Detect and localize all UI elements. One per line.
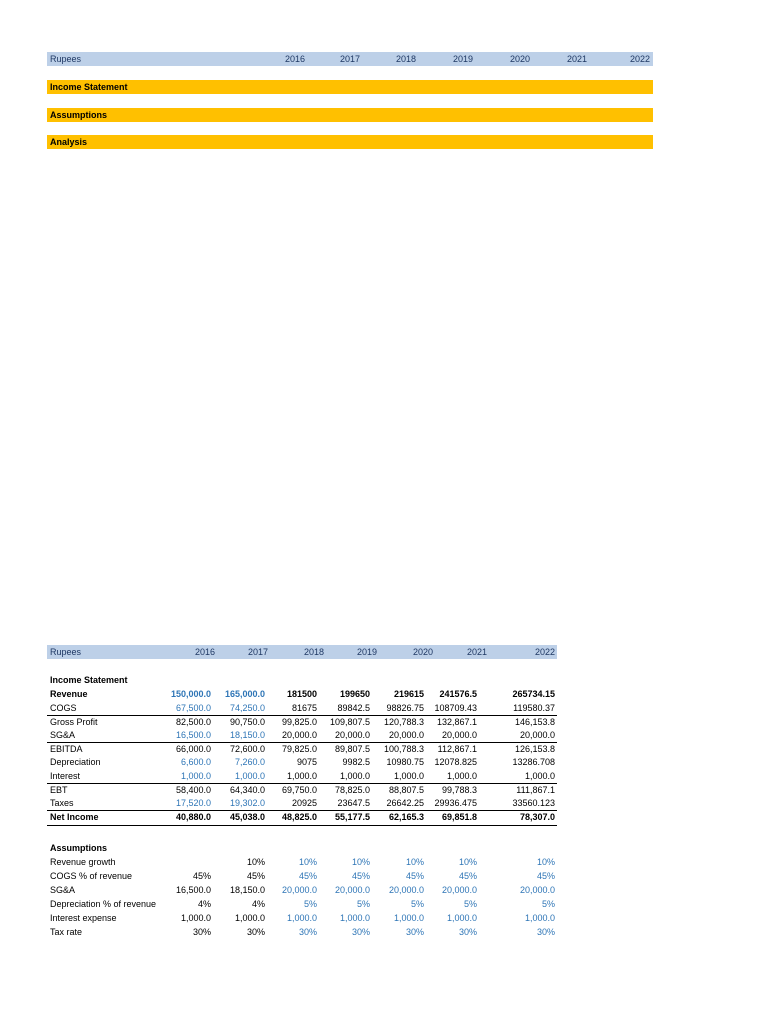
row-label: SG&A — [50, 729, 76, 740]
section-label: Analysis — [50, 137, 88, 147]
table-cell[interactable]: 69,851.8 — [441, 812, 477, 823]
table-cell[interactable]: 20,000.0 — [334, 884, 370, 895]
section-assumptions[interactable] — [47, 108, 653, 122]
year-2022: 2022 — [534, 647, 555, 657]
table-cell[interactable]: 18,150.0 — [229, 884, 265, 895]
table-cell[interactable]: 150,000.0 — [170, 689, 211, 699]
row-label: COGS % of revenue — [50, 870, 133, 881]
table-row — [47, 926, 557, 940]
table-cell[interactable]: 1,000.0 — [524, 770, 555, 781]
table-cell[interactable]: 132,867.1 — [436, 717, 477, 728]
table-cell[interactable]: 99,825.0 — [281, 717, 317, 728]
table-cell[interactable]: 45% — [458, 870, 477, 881]
table-cell[interactable]: 17,520.0 — [175, 797, 211, 808]
table-cell[interactable]: 12078.825 — [434, 757, 477, 767]
table-cell[interactable]: 23647.5 — [337, 797, 370, 808]
table-cell[interactable]: 30% — [458, 926, 477, 937]
table-cell[interactable]: 69,750.0 — [281, 785, 317, 796]
table-cell[interactable]: 5% — [303, 898, 317, 909]
table-cell[interactable]: 64,340.0 — [229, 785, 265, 796]
table-cell[interactable]: 112,867.1 — [437, 744, 477, 755]
table-cell[interactable]: 72,600.0 — [229, 744, 265, 755]
table-header-row — [47, 645, 557, 659]
table-row — [47, 810, 557, 826]
table-cell[interactable]: 10980.75 — [386, 757, 424, 767]
table-cell[interactable]: 1,000.0 — [446, 770, 477, 781]
table-cell[interactable]: 1,000.0 — [234, 912, 265, 923]
table-cell[interactable]: 1,000.0 — [180, 912, 211, 923]
table-cell[interactable]: 20925 — [291, 797, 317, 808]
table-cell[interactable]: 181500 — [286, 689, 317, 699]
row-label: Revenue — [50, 689, 88, 699]
table-row — [47, 783, 557, 798]
table-cell[interactable]: 30% — [192, 926, 211, 937]
table-cell[interactable]: 45% — [351, 870, 370, 881]
table-row — [47, 702, 557, 716]
table-cell[interactable]: 7,260.0 — [234, 757, 265, 767]
year-2021: 2021 — [466, 647, 487, 657]
row-label: SG&A — [50, 884, 76, 895]
table-cell[interactable]: 88,807.5 — [388, 785, 424, 796]
table-cell[interactable]: 48,825.0 — [281, 812, 317, 823]
year-2018: 2018 — [303, 647, 324, 657]
row-label: Interest expense — [50, 912, 117, 923]
table-cell[interactable]: 33560.123 — [512, 797, 555, 808]
section-analysis[interactable] — [47, 135, 653, 149]
table-cell[interactable]: 5% — [356, 898, 370, 909]
table-cell[interactable]: 1,000.0 — [524, 912, 555, 923]
table-cell[interactable]: 45% — [298, 870, 317, 881]
table-cell[interactable]: 1,000.0 — [339, 770, 370, 781]
table-cell[interactable]: 29936.475 — [434, 797, 477, 808]
currency-label: Rupees — [50, 647, 82, 657]
table-cell[interactable]: 109,807.5 — [329, 717, 370, 728]
table-cell[interactable]: 219615 — [393, 689, 424, 699]
table-cell[interactable]: 1,000.0 — [180, 770, 211, 781]
table-cell[interactable]: 10% — [536, 857, 555, 867]
table-cell[interactable]: 90,750.0 — [229, 717, 265, 728]
income-statement-title: Income Statement — [50, 675, 128, 685]
table-cell[interactable]: 9982.5 — [342, 757, 370, 767]
table-cell[interactable]: 1,000.0 — [286, 912, 317, 923]
table-cell[interactable]: 66,000.0 — [175, 744, 211, 755]
section-label: Income Statement — [50, 82, 128, 92]
table-cell[interactable]: 20,000.0 — [519, 729, 555, 740]
year-2017: 2017 — [339, 54, 360, 64]
table-cell[interactable]: 55,177.5 — [334, 812, 370, 823]
table-cell[interactable]: 99,788.3 — [441, 785, 477, 796]
table-cell[interactable]: 9075 — [296, 757, 317, 767]
table-cell[interactable]: 45% — [536, 870, 555, 881]
table-cell[interactable]: 20,000.0 — [441, 884, 477, 895]
table-cell[interactable]: 1,000.0 — [393, 912, 424, 923]
table-row — [47, 797, 557, 811]
table-cell[interactable]: 265734.15 — [512, 689, 555, 699]
row-label: Gross Profit — [50, 717, 98, 728]
table-cell[interactable]: 6,600.0 — [180, 757, 211, 767]
table-row — [47, 756, 557, 770]
year-2019: 2019 — [452, 54, 473, 64]
table-row — [47, 742, 557, 757]
table-cell[interactable]: 4% — [197, 898, 211, 909]
section-label: Assumptions — [50, 110, 108, 120]
table-cell[interactable]: 199650 — [339, 689, 370, 699]
table-cell[interactable]: 58,400.0 — [175, 785, 211, 796]
table-cell[interactable]: 89842.5 — [337, 702, 370, 713]
table-cell[interactable]: 20,000.0 — [388, 884, 424, 895]
year-2020: 2020 — [509, 54, 530, 64]
year-2022: 2022 — [629, 54, 650, 64]
year-2016: 2016 — [194, 647, 215, 657]
table-cell[interactable]: 241576.5 — [439, 689, 477, 699]
table-cell[interactable]: 10% — [405, 857, 424, 867]
table-cell[interactable]: 120,788.3 — [383, 717, 424, 728]
table-cell[interactable]: 89,807.5 — [334, 744, 370, 755]
table-cell[interactable]: 78,825.0 — [334, 785, 370, 796]
row-label: Interest — [50, 770, 81, 781]
table-cell[interactable]: 30% — [405, 926, 424, 937]
table-row — [47, 770, 557, 784]
table-cell[interactable]: 98826.75 — [386, 702, 424, 713]
year-2016: 2016 — [284, 54, 305, 64]
year-2020: 2020 — [412, 647, 433, 657]
table-cell[interactable]: 26642.25 — [386, 797, 424, 808]
table-row — [47, 688, 557, 702]
table-cell[interactable]: 62,165.3 — [388, 812, 424, 823]
table-cell[interactable]: 10% — [458, 857, 477, 867]
table-cell[interactable]: 40,880.0 — [175, 812, 211, 823]
table-cell[interactable]: 13286.708 — [512, 757, 555, 767]
table-cell[interactable]: 79,825.0 — [281, 744, 317, 755]
table-cell[interactable]: 5% — [541, 898, 555, 909]
row-label: EBT — [50, 785, 68, 796]
table-cell[interactable]: 4% — [251, 898, 265, 909]
table-cell[interactable]: 20,000.0 — [281, 729, 317, 740]
table-cell[interactable]: 5% — [463, 898, 477, 909]
table-row — [47, 898, 557, 912]
table-cell[interactable]: 45% — [192, 870, 211, 881]
assumptions-title: Assumptions — [50, 843, 108, 853]
table-cell[interactable]: 78,307.0 — [519, 812, 555, 823]
table-cell[interactable]: 10% — [298, 857, 317, 867]
table-cell[interactable]: 10% — [351, 857, 370, 867]
table-cell[interactable]: 1,000.0 — [286, 770, 317, 781]
summary-header-row — [47, 52, 653, 66]
table-cell[interactable]: 16,500.0 — [175, 884, 211, 895]
table-cell[interactable]: 20,000.0 — [334, 729, 370, 740]
table-cell[interactable]: 20,000.0 — [519, 884, 555, 895]
row-label: EBITDA — [50, 744, 83, 755]
table-cell[interactable]: 100,788.3 — [383, 744, 424, 755]
table-cell[interactable]: 111,867.1 — [516, 785, 555, 796]
currency-label: Rupees — [50, 54, 82, 64]
table-cell[interactable]: 108709.43 — [434, 702, 477, 713]
table-row — [47, 715, 557, 730]
table-row — [47, 729, 557, 743]
row-label: Revenue growth — [50, 857, 116, 867]
table-cell[interactable]: 18,150.0 — [229, 729, 265, 740]
table-cell[interactable]: 16,500.0 — [175, 729, 211, 740]
year-2018: 2018 — [395, 54, 416, 64]
year-2017: 2017 — [247, 647, 268, 657]
table-cell[interactable]: 5% — [410, 898, 424, 909]
table-cell[interactable]: 45,038.0 — [229, 812, 265, 823]
row-label: Taxes — [50, 797, 74, 808]
table-cell[interactable]: 45% — [405, 870, 424, 881]
table-cell[interactable]: 45% — [246, 870, 265, 881]
table-cell[interactable]: 67,500.0 — [175, 702, 211, 713]
table-cell[interactable]: 165,000.0 — [224, 689, 265, 699]
table-cell[interactable]: 30% — [351, 926, 370, 937]
table-cell[interactable]: 10% — [246, 857, 265, 867]
row-label: Depreciation % of revenue — [50, 898, 157, 909]
table-cell[interactable]: 146,153.8 — [514, 717, 555, 728]
table-cell[interactable]: 81675 — [291, 702, 317, 713]
table-cell[interactable]: 74,250.0 — [229, 702, 265, 713]
table-row — [47, 912, 557, 926]
table-row — [47, 856, 557, 870]
table-cell[interactable]: 119580.37 — [513, 702, 555, 713]
year-2021: 2021 — [566, 54, 587, 64]
table-cell[interactable]: 20,000.0 — [281, 884, 317, 895]
year-2019: 2019 — [356, 647, 377, 657]
table-cell[interactable]: 30% — [246, 926, 265, 937]
table-cell[interactable]: 1,000.0 — [393, 770, 424, 781]
table-row — [47, 870, 557, 884]
table-cell[interactable]: 126,153.8 — [514, 744, 555, 755]
table-cell[interactable]: 1,000.0 — [234, 770, 265, 781]
row-label: Tax rate — [50, 926, 83, 937]
table-cell[interactable]: 20,000.0 — [388, 729, 424, 740]
table-cell[interactable]: 20,000.0 — [441, 729, 477, 740]
row-label: Net Income — [50, 812, 99, 823]
section-income-statement[interactable] — [47, 80, 653, 94]
table-cell[interactable]: 1,000.0 — [446, 912, 477, 923]
table-cell[interactable]: 19,302.0 — [229, 797, 265, 808]
table-cell[interactable]: 82,500.0 — [175, 717, 211, 728]
row-label: Depreciation — [50, 757, 101, 767]
table-cell[interactable]: 1,000.0 — [339, 912, 370, 923]
table-cell[interactable]: 30% — [536, 926, 555, 937]
table-row — [47, 884, 557, 898]
table-cell[interactable]: 30% — [298, 926, 317, 937]
row-label: COGS — [50, 702, 77, 713]
